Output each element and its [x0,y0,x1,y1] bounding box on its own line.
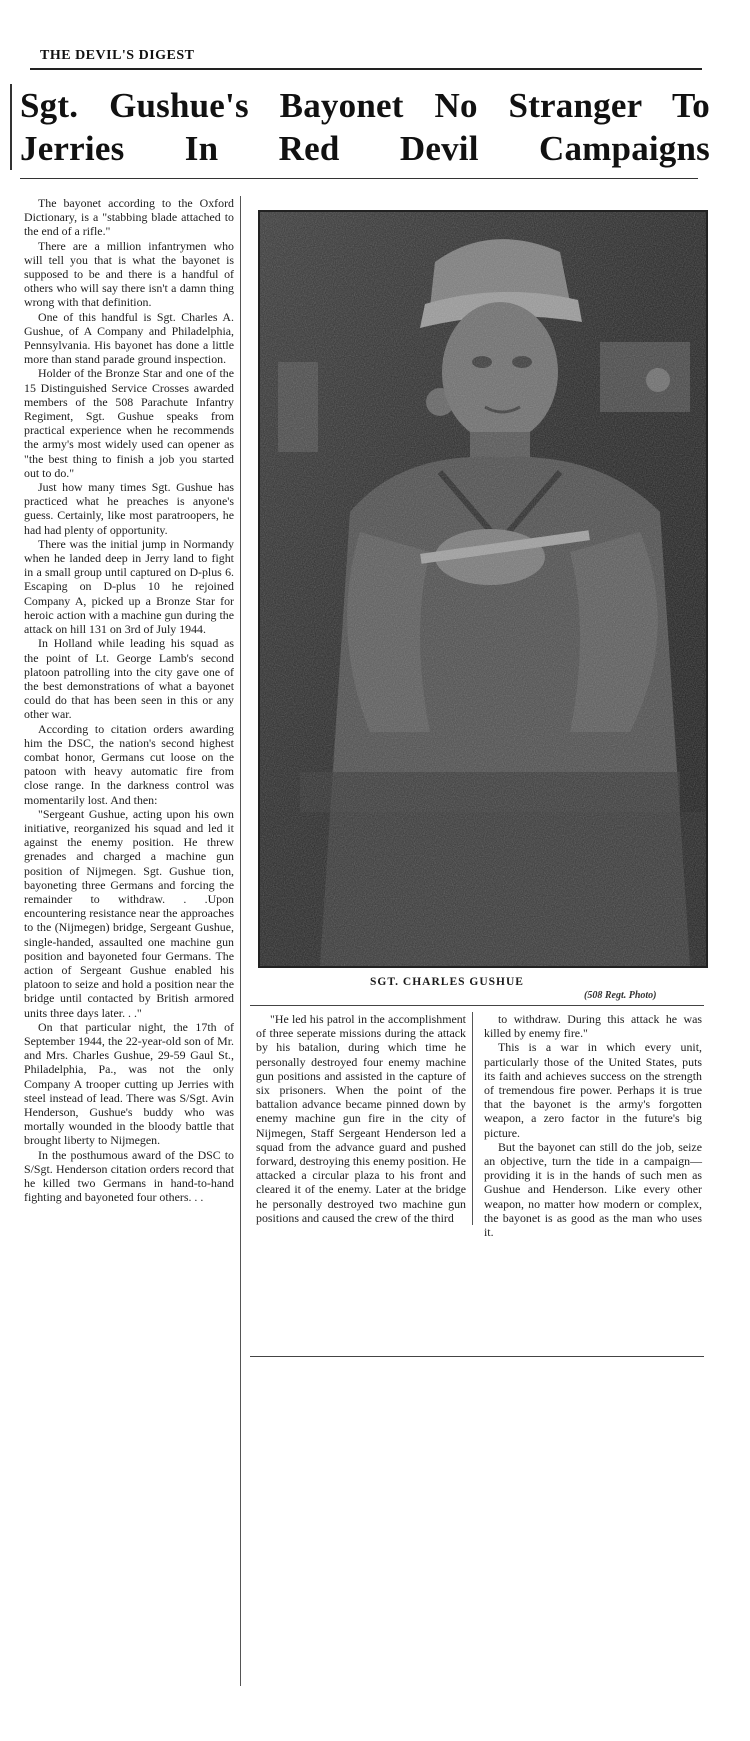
paragraph: But the bayonet can still do the job, seize an objective, turn the tide in a campaign—providing it is in the hands of such men as Gushue and Henderson. Like every other weapon, no matter how modern or complex, the bayonet is as good as the man who uses it. [484,1139,702,1240]
headline: Sgt. Gushue's Bayonet No Stranger To Jerries In Red Devil Campaigns [20,86,710,168]
paragraph: There are a million infantrymen who will tell you that is what the bayonet is supposed to be and there is a handful of others who will say there isn't a damn thing wrong with that definition. [24,238,234,310]
headline-block [10,84,710,170]
masthead: THE DEVIL'S DIGEST [40,48,195,63]
portrait-photo [258,210,708,968]
paragraph: "He led his patrol in the accomplishment of three seperate missions during the attack by his batalion, during which time he personally destroyed four enemy machine gun positions and assisted in the capture of six prisoners. When the point of the battalion advance became pinned down by enemy machine gun fire in the city of Nijmegen, Staff Sergeant Henderson led a squad from the advance guard and pushed forward, destroying this enemy position. He attacked a circular plaza to his front and cleared it of the enemy. Later at the bridge he personally destroyed two machine gun positions and caused the crew of the third [256,1012,466,1225]
article-column-3 [484,1012,702,1239]
paragraph: In the posthumous award of the DSC to S/Sgt. Henderson citation orders record that he killed two Germans in hand-to-hand fighting and bayoneted four others. . . [24,1147,234,1205]
photo-caption: SGT. CHARLES GUSHUE [370,976,524,988]
caption-rule [250,1005,704,1006]
paragraph: In Holland while leading his squad as the point of Lt. George Lamb's second platoon patrolling into the city gave one of the best demonstrations of what a bayonet could do that has been seen in this or any other war. [24,636,234,722]
paragraph: According to citation orders awarding him the DSC, the nation's second highest combat honor, Germans cut loose on the patoon with heavy automatic fire from close range. In the darkness control was momentarily lost. And then: [24,721,234,807]
article-end-rule [250,1356,704,1357]
paragraph: On that particular night, the 17th of September 1944, the 22-year-old son of Mr. and Mrs. Charles Gushue, 29-59 Gaul St., Philadelphia, Pa., was not the only Company A trooper cutting up Jerries with steel instead of lead. There was S/Sgt. Avin Henderson, Gushue's buddy who was mortally wounded in the bloody battle that brought liberty to Nijmegen. [24,1019,234,1148]
paragraph: Just how many times Sgt. Gushue has practiced what he preaches is anyone's guess. Certainly, like most paratroopers, he had had plenty of opportunity. [24,480,234,537]
paragraph: to withdraw. During this attack he was killed by enemy fire." [484,1012,702,1041]
paragraph: One of this handful is Sgt. Charles A. Gushue, of A Company and Philadelphia, Pennsylvania. His bayonet has done a little more than stand parade ground inspection. [24,309,234,367]
article-column-1 [24,196,241,1686]
paragraph: "Sergeant Gushue, acting upon his own initiative, reorganized his squad and led it against the enemy position. He threw grenades and charged a machine gun position of Nijmegen. Sgt. Gushue tion, bayoneting three Germans and forcing the remainder to withdraw. . .Upon encountering resistance near the approaches to the (Nijmegen) bridge, Sergeant Gushue, single-handed, assaulted one machine gun position and bayoneted four Germans. The action of Sergeant Gushue enabled his platoon to seize and hold a position near the bridge until contacted by British armored units three days later. . ." [24,806,234,1020]
masthead-rule [30,68,702,70]
paragraph: Holder of the Bronze Star and one of the 15 Distinguished Service Crosses awarded members of the 508 Parachute Infantry Regiment, Sgt. Gushue speaks from practical experience when he recommends the army's most widely used can opener as "the best thing to finish a job you started out to do." [24,366,234,480]
paragraph: This is a war in which every unit, particularly those of the United States, puts its faith and achieves success on the strength of tremendous fire power. Perhaps it is true that the bayonet is the army's forgotten weapon, a zero factor in the future's big picture. [484,1040,702,1140]
paragraph: The bayonet according to the Oxford Dictionary, is a "stabbing blade attached to the end of a rifle." [24,196,234,239]
soldier-portrait-image [260,212,706,966]
article-column-2 [256,1012,473,1225]
headline-rule [20,178,698,179]
paragraph: There was the initial jump in Normandy when he landed deep in Jerry land to fight in a small group until captured on D-plus 6. Escaping on D-plus 10 he rejoined Company A, picked up a Bronze Star for heroic action with a machine gun during the attack on hill 131 on 3rd of July 1944. [24,536,234,637]
photo-credit: (508 Regt. Photo) [584,990,657,1001]
